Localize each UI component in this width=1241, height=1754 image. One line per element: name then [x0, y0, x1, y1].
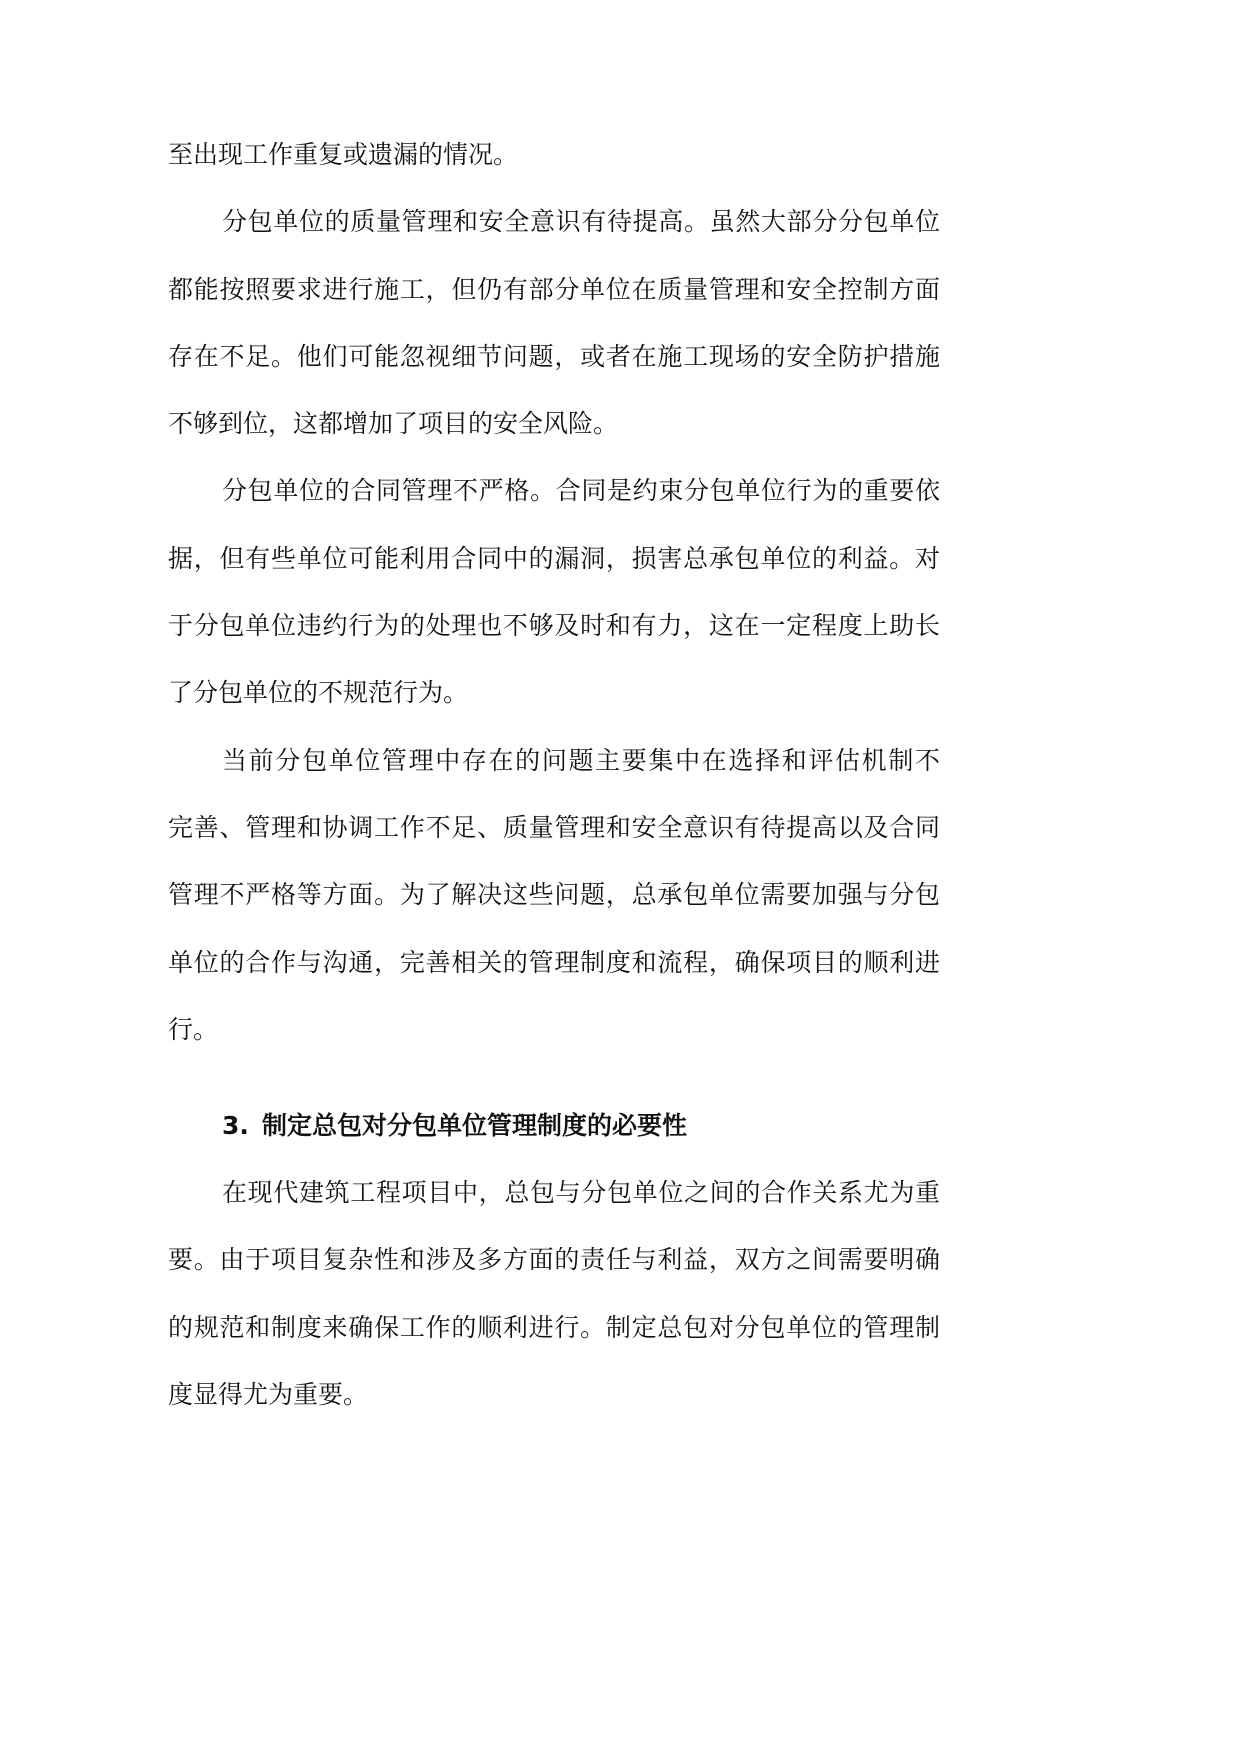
- paragraph-quality-safety: [168, 188, 940, 457]
- section-number: 3.: [222, 1110, 249, 1140]
- text-line: 度显得尤为重要。: [168, 1380, 369, 1410]
- text-line: 当前分包单位管理中存在的问题主要集中在选择和评估机制不: [222, 745, 940, 775]
- text-line: 要。由于项目复杂性和涉及多方面的责任与利益，双方之间需要明确: [168, 1245, 940, 1275]
- text-line: 于分包单位违约行为的处理也不够及时和有力，这在一定程度上助长: [168, 611, 940, 641]
- paragraph-summary: [168, 727, 940, 1063]
- text-line: 行。: [168, 1014, 219, 1044]
- section-heading: [168, 1092, 940, 1159]
- text-line: 了分包单位的不规范行为。: [168, 678, 469, 708]
- paragraph-continuation: [168, 121, 940, 188]
- text-line: 至出现工作重复或遗漏的情况。: [168, 140, 519, 169]
- text-line: 分包单位的质量管理和安全意识有待提高。虽然大部分分包单位: [222, 207, 940, 237]
- text-line: 据，但有些单位可能利用合同中的漏洞，损害总承包单位的利益。对: [168, 543, 940, 573]
- text-line: 都能按照要求进行施工，但仍有部分单位在质量管理和安全控制方面: [168, 274, 940, 304]
- text-line: 不够到位，这都增加了项目的安全风险。: [168, 409, 619, 439]
- paragraph-contract-management: [168, 457, 940, 726]
- text-line: 存在不足。他们可能忽视细节问题，或者在施工现场的安全防护措施: [168, 341, 940, 371]
- document-body: [168, 121, 940, 1428]
- text-line: 在现代建筑工程项目中，总包与分包单位之间的合作关系尤为重: [222, 1178, 940, 1208]
- text-line: 完善、管理和协调工作不足、质量管理和安全意识有待提高以及合同: [168, 812, 940, 842]
- text-line: 分包单位的合同管理不严格。合同是约束分包单位行为的重要依: [222, 476, 940, 506]
- paragraph-necessity: [168, 1159, 940, 1428]
- text-line: 的规范和制度来确保工作的顺利进行。制定总包对分包单位的管理制: [168, 1312, 940, 1342]
- section-title: 制定总包对分包单位管理制度的必要性: [262, 1110, 688, 1140]
- text-line: 管理不严格等方面。为了解决这些问题，总承包单位需要加强与分包: [168, 880, 940, 910]
- text-line: 单位的合作与沟通，完善相关的管理制度和流程，确保项目的顺利进: [168, 947, 940, 977]
